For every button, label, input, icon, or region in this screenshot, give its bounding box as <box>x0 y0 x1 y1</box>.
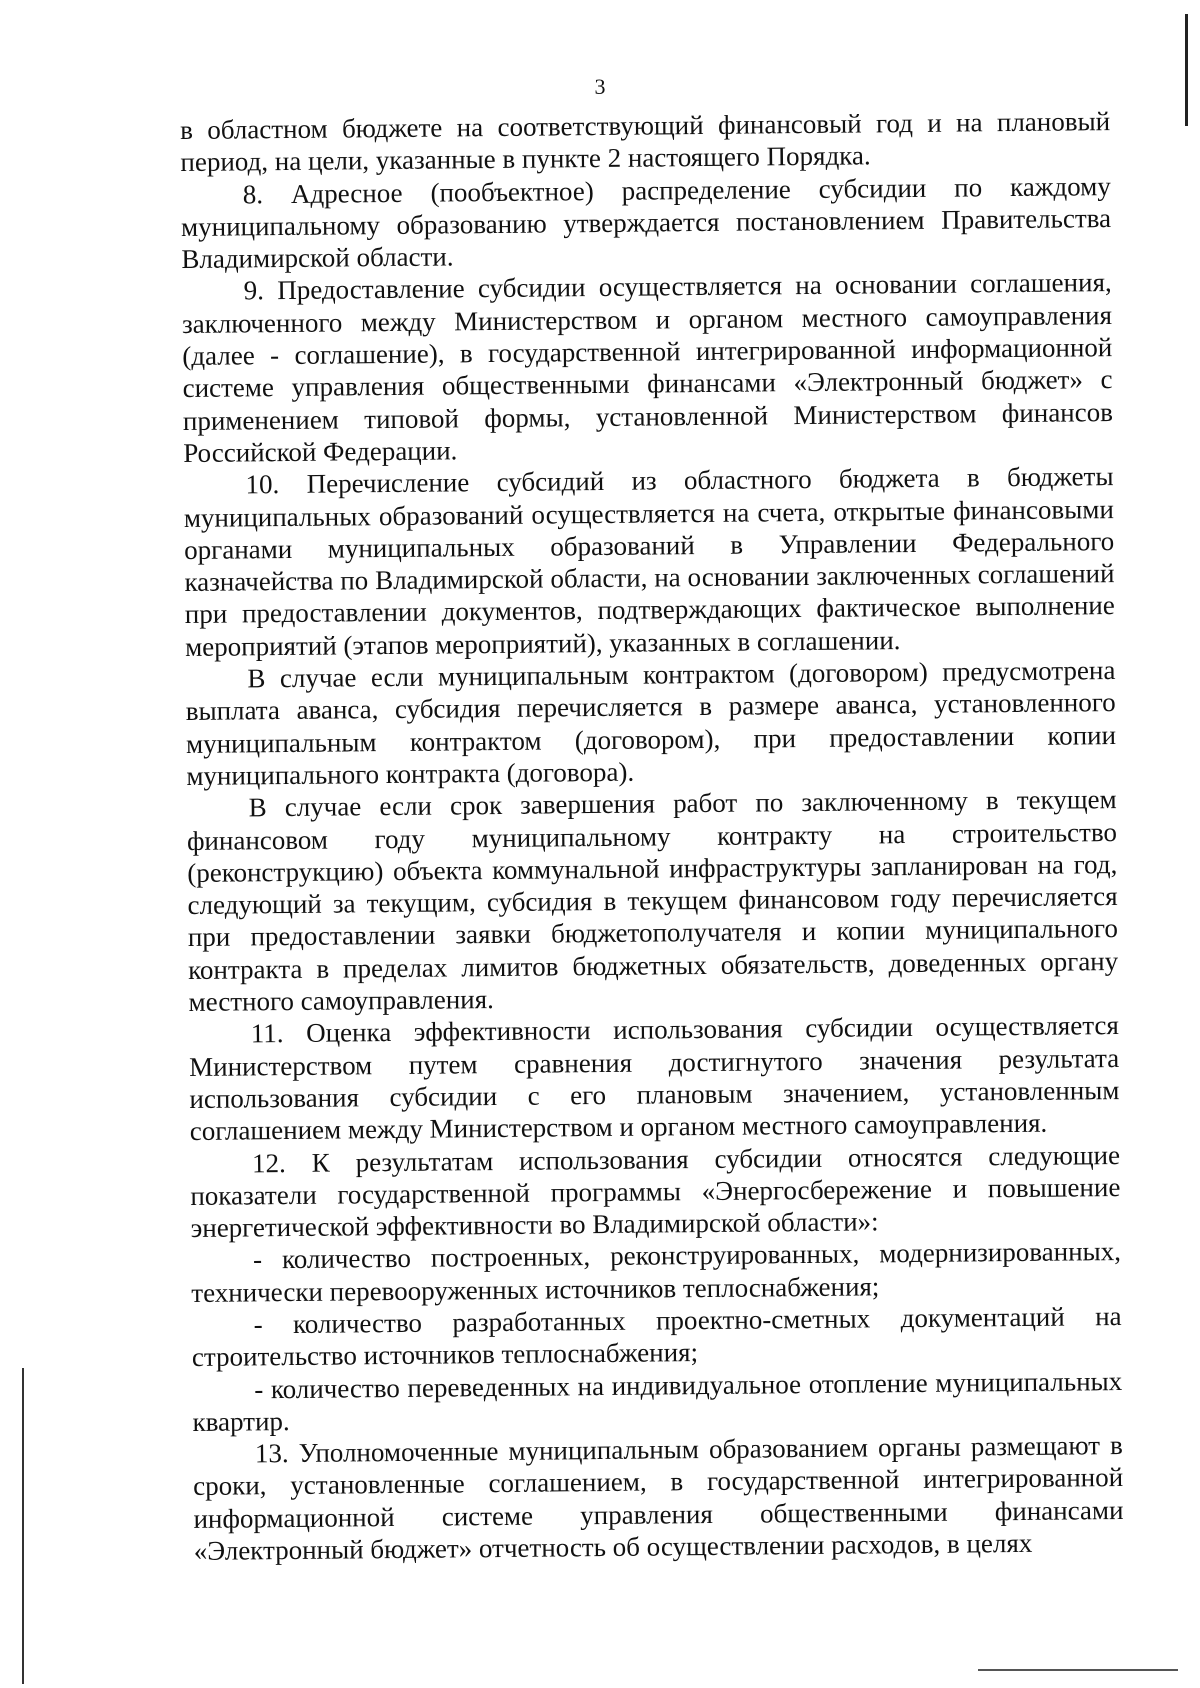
list-item-design-docs: - количество разработанных проектно-сметных документаций на строительство источников теплоснабжения; <box>191 1301 1122 1373</box>
paragraph-8: 8. Адресное (пообъектное) распределение субсидии по каждому муниципальному образованию утверждается постановлением Правительства Владимирской области. <box>180 170 1112 275</box>
list-item-apartments: - количество переведенных на индивидуальное отопление муниципальных квартир. <box>192 1365 1123 1437</box>
scan-edge-line <box>1185 14 1188 126</box>
paragraph-13: 13. Уполномоченные муниципальным образованием органы размещают в сроки, установленные соглашением, в государственной интегрированной информационной системе управления общественными финансами «Электронный бюджет» отчетность об осуществлении расходов, в целях <box>193 1430 1124 1566</box>
paragraph-10: 10. Перечисление субсидий из областного бюджета в бюджеты муниципальных образований осуществляется на счета, открытые финансовыми органами муниципальных образований в Управлении Федерального казначейства по Владимирской области, на основании заключенных соглашений при предоставлении документов, подтверждающих фактическое выполнение мероприятий (этапов мероприятий), указанных в соглашении. <box>183 461 1115 662</box>
paragraph-12: 12. К результатам использования субсидии относятся следующие показатели государственной программы «Энергосбережение и повышение энергетической эффективности во Владимирской области»: <box>190 1139 1121 1244</box>
paragraph-11: 11. Оценка эффективности использования субсидии осуществляется Министерством путем сравнения достигнутого значения результата использования субсидии с его плановым значением, установленным соглашением между Министерством и органом местного самоуправления. <box>189 1010 1120 1147</box>
document-body <box>180 105 1124 1567</box>
paragraph-9: 9. Предоставление субсидии осуществляется на основании соглашения, заключенного между Министерством и органом местного самоуправления (далее - соглашение), в государственной интегрированной информационной системе управления общественными финансами «Электронный бюджет» с применением типовой формы, установленной Министерством финансов Российской Федерации. <box>181 267 1114 468</box>
paragraph-10-deadline: В случае если срок завершения работ по заключенному в текущем финансовом году муниципальному контракту на строительство (реконструкцию) объекта коммунальной инфраструктуры запланирован на год, следующий за текущим, субсидия в текущем финансовом году перечисляется при предоставлении заявки бюджетополучателя и копии муниципального контракта в пределах лимитов бюджетных обязательств, доведенных органу местного самоуправления. <box>186 784 1119 1017</box>
paragraph-10-advance: В случае если муниципальным контрактом (договором) предусмотрена выплата аванса, субсидия перечисляется в размере аванса, установленного муниципальным контрактом (договором), при предоставлении копии муниципального контракта (договора). <box>185 655 1117 791</box>
list-item-heat-sources: - количество построенных, реконструированных, модернизированных, технически перевооруженных источников теплоснабжения; <box>191 1236 1122 1308</box>
scan-edge-line <box>978 1669 1178 1671</box>
scan-edge-line <box>22 1368 24 1684</box>
page-number: 3 <box>594 74 606 99</box>
paragraph-continuation: в областном бюджете на соответствующий финансовый год и на плановый период, на цели, указанные в пункте 2 настоящего Порядка. <box>180 106 1111 178</box>
